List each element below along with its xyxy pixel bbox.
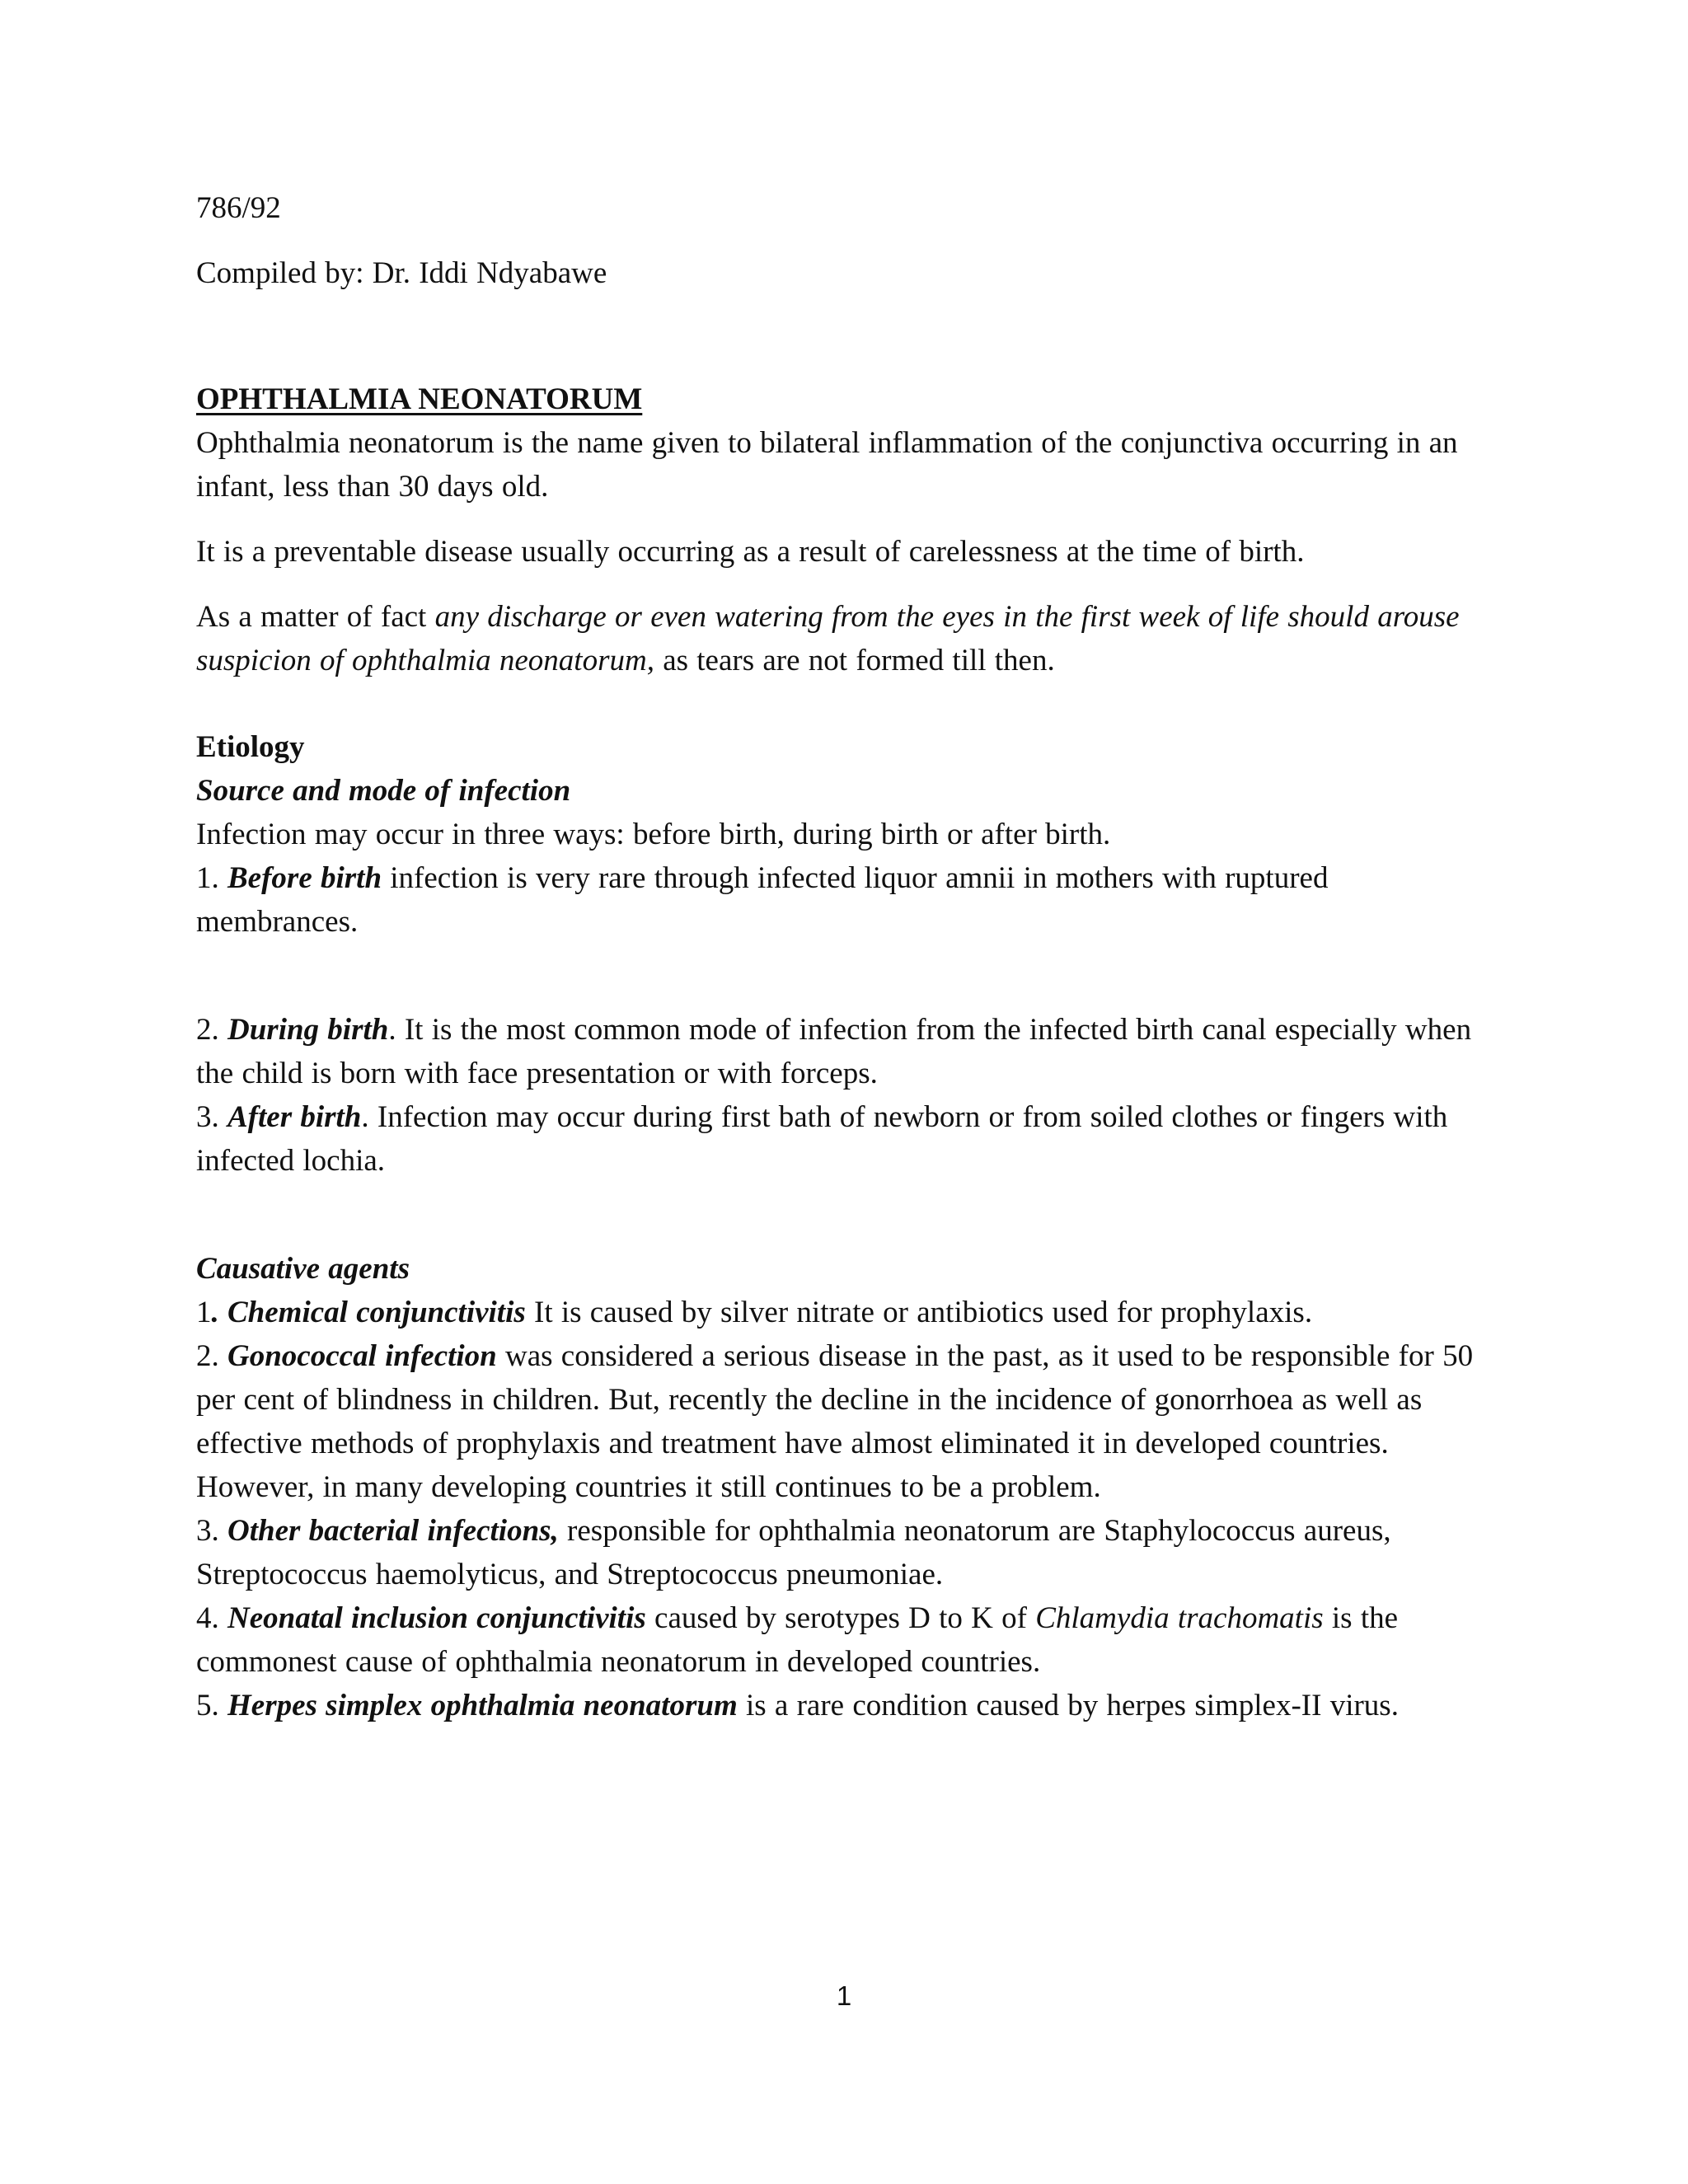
suspicion-italic: any discharge or even watering from the eyes in the first week of life should arouse suspicion of ophthalmia neonatorum, bbox=[196, 600, 1460, 677]
causative-agents-heading: Causative agents bbox=[196, 1252, 410, 1286]
item-text: is a rare condition caused by herpes simplex-II virus. bbox=[737, 1689, 1399, 1722]
item-text: infection is very rare through infected liquor amnii in mothers with ruptured membrances. bbox=[196, 861, 1329, 939]
item-number: 4. bbox=[196, 1601, 227, 1635]
item-label: Neonatal inclusion conjunctivitis bbox=[227, 1601, 646, 1635]
list-item-neonatal-inclusion bbox=[196, 1596, 1482, 1684]
item-text: . Infection may occur during first bath of newborn or from soiled clothes or fingers with infected lochia. bbox=[196, 1100, 1448, 1178]
item-text-tail: is the commonest cause of ophthalmia neonatorum in developed countries. bbox=[196, 1601, 1399, 1679]
item-label: After birth bbox=[227, 1100, 362, 1134]
item-text: caused by serotypes D to K of bbox=[645, 1601, 1036, 1635]
item-number: 2. bbox=[196, 1013, 227, 1047]
item-label: Before birth bbox=[227, 861, 382, 895]
item-number: 1 bbox=[196, 1296, 212, 1329]
item-label: Gonococcal infection bbox=[227, 1339, 497, 1373]
source-mode-subheading: Source and mode of infection bbox=[196, 774, 571, 808]
item-label: Other bacterial infections, bbox=[227, 1514, 559, 1548]
suspicion-lead: As a matter of fact bbox=[196, 600, 435, 634]
list-item-after-birth bbox=[196, 1095, 1482, 1183]
suspicion-tail: as tears are not formed till then. bbox=[654, 644, 1055, 677]
item-text: It is caused by silver nitrate or antibiotics used for prophylaxis. bbox=[525, 1296, 1313, 1329]
item-number: 5. bbox=[196, 1689, 227, 1722]
page-content bbox=[196, 186, 1482, 1727]
page-number: 1 bbox=[836, 1980, 852, 2011]
item-number: 3. bbox=[196, 1514, 227, 1548]
item-number: 3. bbox=[196, 1100, 227, 1134]
intro-paragraph-definition: Ophthalmia neonatorum is the name given to bilateral inflammation of the conjunctiva occurring in an infant, less than 30 days old. bbox=[196, 426, 1458, 504]
section-gap bbox=[196, 1183, 1482, 1247]
intro-paragraph-suspicion bbox=[196, 595, 1482, 682]
item-label: During birth bbox=[227, 1013, 389, 1047]
intro-paragraph-preventable: It is a preventable disease usually occurring as a result of carelessness at the time of birth. bbox=[196, 535, 1305, 569]
infection-ways-intro: Infection may occur in three ways: before birth, during birth or after birth. bbox=[196, 818, 1111, 851]
item-text: was considered a serious disease in the past, as it used to be responsible for 50 per cent of blindness in children. But, recently the decline in the incidence of gonorrhoea as well as effective methods of prophylaxis and treatment have almost eliminated it in developed countries. However, in many developing countries it still continues to be a problem. bbox=[196, 1339, 1474, 1504]
organism-name: Chlamydia trachomatis bbox=[1035, 1601, 1324, 1635]
item-label: . Chemical conjunctivitis bbox=[211, 1296, 526, 1329]
item-text: . It is the most common mode of infection from the infected birth canal especially when the child is born with face presentation or with forceps. bbox=[196, 1013, 1472, 1090]
compiled-by-line: Compiled by: Dr. Iddi Ndyabawe bbox=[196, 256, 607, 290]
list-item-during-birth bbox=[196, 1008, 1482, 1095]
item-label: Herpes simplex ophthalmia neonatorum bbox=[227, 1689, 738, 1722]
section-gap bbox=[196, 944, 1482, 1008]
list-item-herpes-simplex bbox=[196, 1684, 1482, 1727]
list-item-gonococcal-infection bbox=[196, 1334, 1482, 1509]
etiology-heading: Etiology bbox=[196, 730, 305, 764]
document-title: OPHTHALMIA NEONATORUM bbox=[196, 382, 643, 416]
item-number: 1. bbox=[196, 861, 227, 895]
document-reference: 786/92 bbox=[196, 191, 281, 225]
item-text: responsible for ophthalmia neonatorum are Staphylococcus aureus, Streptococcus haemolyticus, and Streptococcus pneumoniae. bbox=[196, 1514, 1391, 1591]
section-gap bbox=[196, 682, 1482, 725]
list-item-other-bacterial bbox=[196, 1509, 1482, 1596]
list-item-before-birth bbox=[196, 856, 1482, 944]
item-number: 2. bbox=[196, 1339, 227, 1373]
list-item-chemical-conjunctivitis bbox=[196, 1291, 1482, 1334]
